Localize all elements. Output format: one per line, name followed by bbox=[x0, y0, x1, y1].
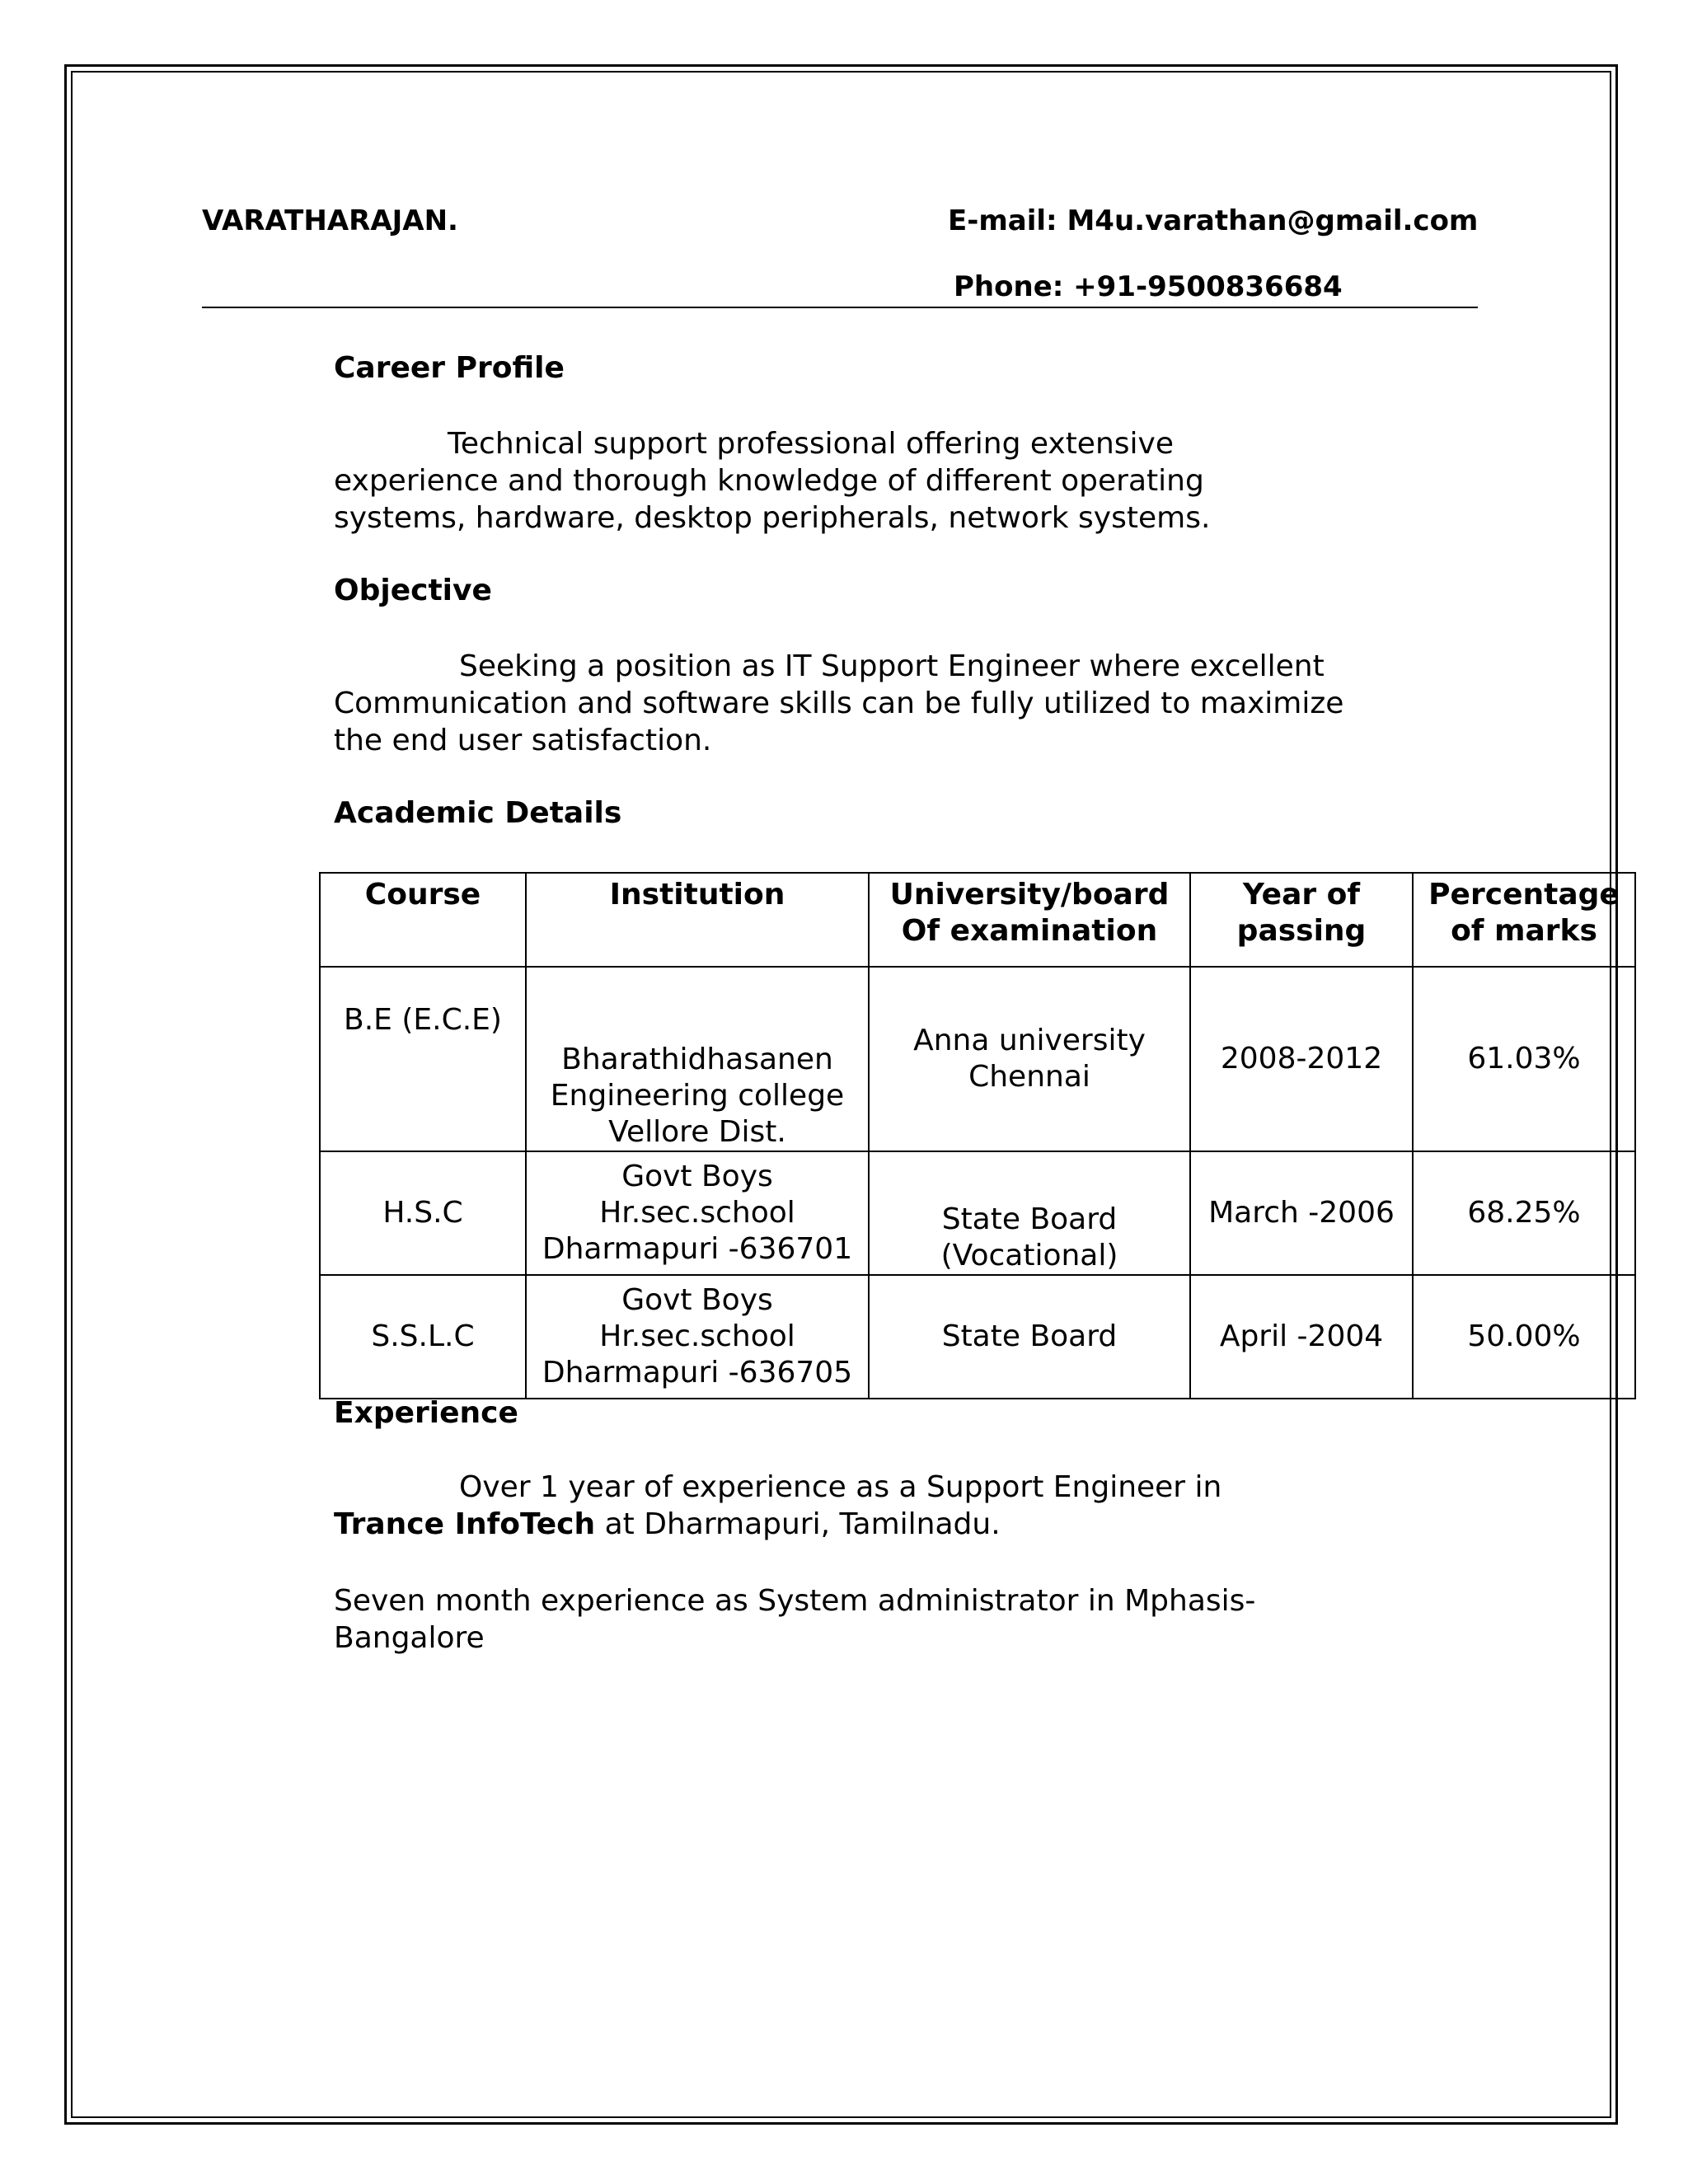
cell-year: March -2006 bbox=[1190, 1151, 1413, 1275]
cell-institution: Bharathidhasanen Engineering college Vellore Dist. bbox=[526, 967, 869, 1151]
objective-text: Seeking a position as IT Support Engineer where excellent Communication and software skills can be fully utilized to maximize the end user satisfaction. bbox=[334, 649, 1344, 757]
cell-year: April -2004 bbox=[1190, 1275, 1413, 1399]
column-header-institution: Institution bbox=[526, 873, 869, 967]
contact-email: E-mail: M4u.varathan@gmail.com bbox=[948, 204, 1479, 237]
cell-board: Anna university Chennai bbox=[869, 967, 1190, 1151]
career-profile-heading: Career Profile bbox=[334, 351, 565, 385]
cell-percentage: 68.25% bbox=[1413, 1151, 1635, 1275]
contact-phone: Phone: +91-9500836684 bbox=[954, 270, 1343, 303]
cell-institution: Govt Boys Hr.sec.school Dharmapuri -636705 bbox=[526, 1275, 869, 1399]
academic-heading: Academic Details bbox=[334, 796, 622, 830]
candidate-name: VARATHARAJAN. bbox=[202, 204, 458, 237]
experience-line1-text: Over 1 year of experience as a Support Engineer in bbox=[459, 1470, 1222, 1504]
cell-year: 2008-2012 bbox=[1190, 967, 1413, 1151]
experience-heading: Experience bbox=[334, 1396, 518, 1430]
column-header-course: Course bbox=[320, 873, 526, 967]
column-header-year: Year of passing bbox=[1190, 873, 1413, 967]
experience-location: at Dharmapuri, Tamilnadu. bbox=[604, 1507, 1001, 1541]
company-name: Trance InfoTech bbox=[334, 1507, 596, 1541]
header-divider bbox=[202, 307, 1478, 308]
table-header-row bbox=[320, 873, 1635, 967]
table-row bbox=[320, 967, 1635, 1151]
table-row bbox=[320, 1151, 1635, 1275]
cell-institution: Govt Boys Hr.sec.school Dharmapuri -636701 bbox=[526, 1151, 869, 1275]
cell-board: State Board (Vocational) bbox=[869, 1151, 1190, 1275]
academic-table bbox=[319, 872, 1636, 1399]
experience-company-line bbox=[334, 1507, 1001, 1541]
cell-course: B.E (E.C.E) bbox=[320, 967, 526, 1151]
cell-percentage: 50.00% bbox=[1413, 1275, 1635, 1399]
cell-board: State Board bbox=[869, 1275, 1190, 1399]
career-profile-text: Technical support professional offering extensive experience and thorough knowledge of different operating systems, hardware, desktop peripherals, network systems. bbox=[334, 427, 1211, 535]
column-header-percentage: Percentage of marks bbox=[1413, 873, 1635, 967]
cell-course: S.S.L.C bbox=[320, 1275, 526, 1399]
table-row bbox=[320, 1275, 1635, 1399]
objective-heading: Objective bbox=[334, 574, 492, 607]
cell-percentage: 61.03% bbox=[1413, 967, 1635, 1151]
experience-line2: Seven month experience as System administrator in Mphasis-Bangalore bbox=[334, 1584, 1256, 1655]
cell-course: H.S.C bbox=[320, 1151, 526, 1275]
column-header-board: University/board Of examination bbox=[869, 873, 1190, 967]
